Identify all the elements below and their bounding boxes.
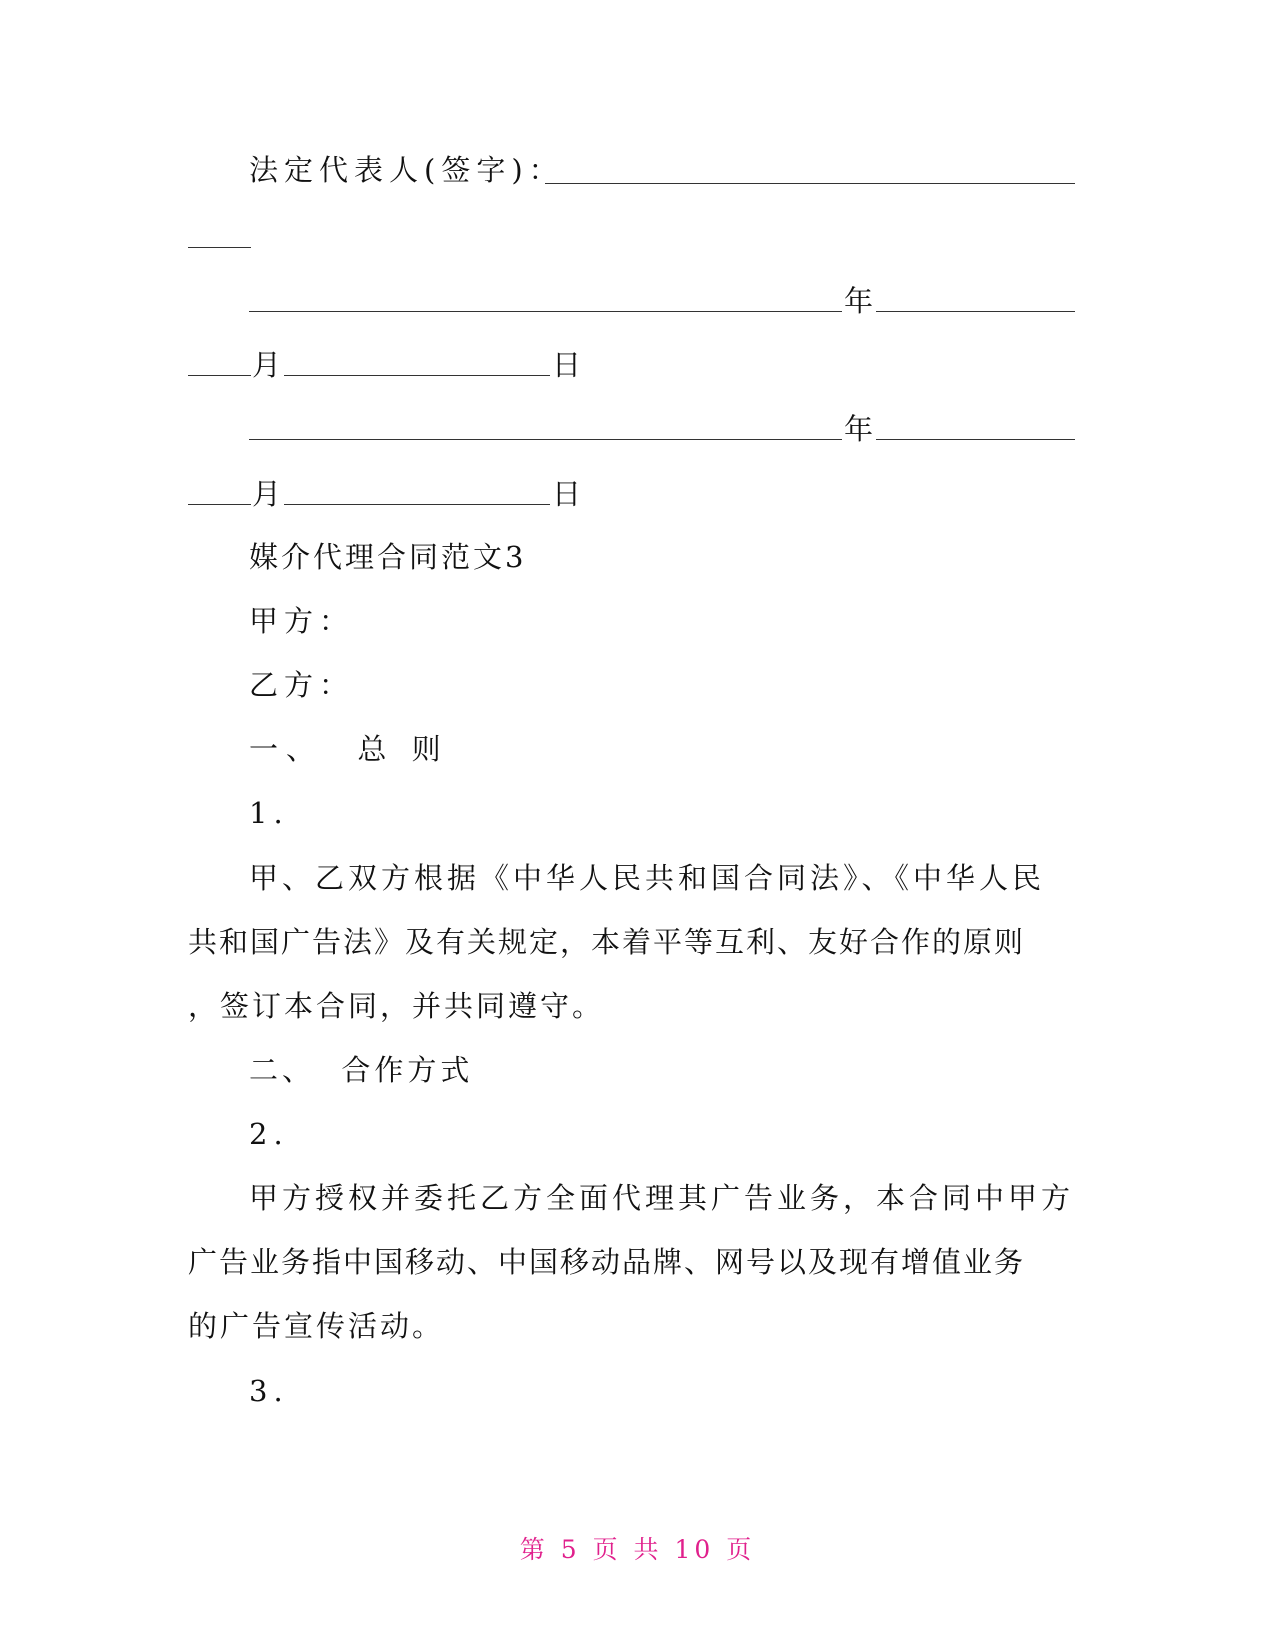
section2-number: 2. bbox=[249, 1117, 289, 1151]
date1-blank-before-year bbox=[249, 311, 842, 312]
section2-paragraph-line1: 甲方授权并委托乙方全面代理其广告业务，本合同中甲方 bbox=[249, 1181, 1075, 1215]
date2-day: 日 bbox=[552, 477, 582, 511]
date2-month: 月 bbox=[252, 477, 282, 511]
section1-paragraph-line1: 甲、乙双方根据《中华人民共和国合同法》、《中华人民 bbox=[249, 861, 1046, 895]
party-a-label: 甲方： bbox=[249, 604, 355, 638]
date2-blank-after-month bbox=[284, 504, 550, 505]
date2-blank-before-month bbox=[188, 504, 251, 505]
signature-blank-continued bbox=[188, 247, 251, 248]
signature-label: 法定代表人(签字)： bbox=[249, 153, 564, 187]
section2-paragraph-line2: 广告业务指中国移动、中国移动品牌、网号以及现有增值业务 bbox=[188, 1245, 1026, 1279]
signature-line bbox=[249, 148, 1075, 192]
party-b-label: 乙方： bbox=[249, 668, 355, 702]
document-title: 媒介代理合同范文3 bbox=[249, 540, 527, 574]
date2-year: 年 bbox=[844, 412, 874, 446]
page-footer: 第 5 页 共 10 页 bbox=[519, 1535, 756, 1564]
date1-month: 月 bbox=[252, 348, 282, 382]
section2-heading: 二、 合作方式 bbox=[249, 1053, 474, 1087]
section2-paragraph-line3: 的广告宣传活动。 bbox=[188, 1309, 445, 1343]
date1-day: 日 bbox=[552, 348, 582, 382]
date1-blank-after-month bbox=[284, 375, 550, 376]
date2-blank-before-year bbox=[249, 439, 842, 440]
date1-blank-after-year bbox=[876, 311, 1075, 312]
section3-number: 3. bbox=[249, 1374, 289, 1408]
date1-year: 年 bbox=[844, 284, 874, 318]
section1-heading: 一、 总 则 bbox=[249, 732, 449, 766]
section1-paragraph-line3: ，签订本合同，并共同遵守。 bbox=[188, 989, 605, 1023]
date2-blank-after-year bbox=[876, 439, 1075, 440]
signature-blank bbox=[545, 183, 1075, 184]
section1-number: 1. bbox=[249, 796, 289, 830]
section1-paragraph-line2: 共和国广告法》及有关规定，本着平等互利、友好合作的原则 bbox=[188, 925, 1026, 959]
date1-blank-before-month bbox=[188, 375, 251, 376]
